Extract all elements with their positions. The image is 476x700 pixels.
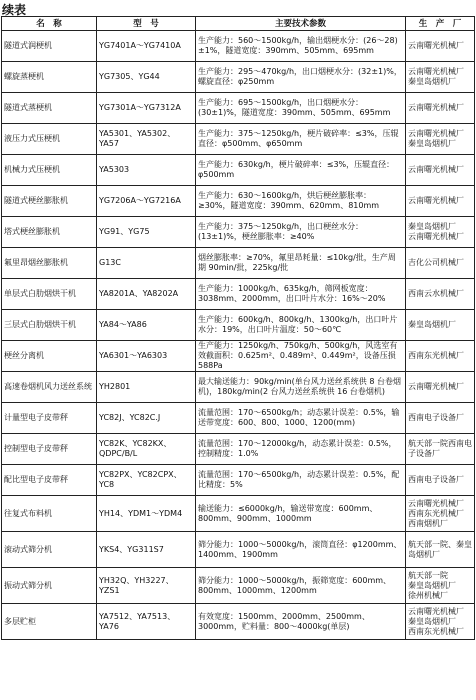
cell-params: 生产能力：375～1250kg/h，梗片破碎率：≤3%，压辊直径：φ500mm、φ650mm xyxy=(196,124,406,155)
table-row xyxy=(2,496,475,532)
cell-model: YC82PX、YC82CPX、YC8 xyxy=(97,465,196,496)
cell-name: 液压力式压梗机 xyxy=(2,124,97,155)
cell-params: 生产能力：1000kg/h、635kg/h，筛网板宽度：3038mm、2000mm，出口叶片水分：16%～20% xyxy=(196,279,406,310)
cell-params: 生产能力：1250kg/h、750kg/h、500kg/h，风选室有效截面积：0.625m²、0.489m²、0.449m²，设备压损 588Pa xyxy=(196,341,406,372)
cell-maker: 云南曙光机械厂 秦皇岛烟机厂 xyxy=(406,124,475,155)
table-row xyxy=(2,434,475,465)
cell-model: G13C xyxy=(97,248,196,279)
cell-maker: 西南云水机械厂 xyxy=(406,279,475,310)
table-row xyxy=(2,124,475,155)
cell-params: 生产能力：630～1600kg/h，烘后梗丝膨胀率：≥30%，隧道宽度：390mm、620mm、810mm xyxy=(196,186,406,217)
cell-model: YA5303 xyxy=(97,155,196,186)
cell-params: 烟丝膨胀率：≥70%，氟里昂耗量：≤10kg/批，生产周期 90min/批，225kg/批 xyxy=(196,248,406,279)
table-row xyxy=(2,217,475,248)
cell-params: 输送能力：≤6000kg/h，输送带宽度：600mm、800mm、900mm、1000mm xyxy=(196,496,406,532)
cell-params: 生产能力：630kg/h，梗片破碎率：≤3%，压辊直径：φ500mm xyxy=(196,155,406,186)
cell-maker: 云南曙光机械厂 西南东光机械厂 西南烟机厂 xyxy=(406,496,475,532)
table-body xyxy=(2,31,475,640)
cell-model: YH14、YDM1～YDM4 xyxy=(97,496,196,532)
cell-maker: 秦皇岛烟机厂 云南曙光机械厂 xyxy=(406,217,475,248)
table-row xyxy=(2,341,475,372)
cell-maker: 秦皇岛烟机厂 xyxy=(406,310,475,341)
header-model: 型 号 xyxy=(97,17,196,31)
cell-model: YH2801 xyxy=(97,372,196,403)
cell-params: 最大输送能力：90kg/min(单台风力送丝系统供 8 台卷烟机)，180kg/min(2 台风力送丝系统供 16 台卷烟机) xyxy=(196,372,406,403)
cell-maker: 航天部一院西南电子设备厂 xyxy=(406,434,475,465)
cell-maker: 西南电子设备厂 xyxy=(406,465,475,496)
cell-model: YA84～YA86 xyxy=(97,310,196,341)
cell-name: 多层贮柜 xyxy=(2,604,97,640)
cell-model: YG7301A～YG7312A xyxy=(97,93,196,124)
cell-model: YC82J、YC82C.J xyxy=(97,403,196,434)
table-row xyxy=(2,155,475,186)
cell-model: YKS4、YG311S7 xyxy=(97,532,196,568)
cell-model: YG7206A～YG7216A xyxy=(97,186,196,217)
cell-model: YG7401A～YG7410A xyxy=(97,31,196,62)
table-row xyxy=(2,372,475,403)
table-row xyxy=(2,568,475,604)
cell-maker: 云南曙光机械厂 xyxy=(406,186,475,217)
cell-name: 塔式梗丝膨胀机 xyxy=(2,217,97,248)
cell-name: 螺旋蒸梗机 xyxy=(2,62,97,93)
cell-params: 流量范围：170～6500kg/h；动态累计误差：0.5%，输送带宽度：600、800、1000、1200(mm) xyxy=(196,403,406,434)
cell-params: 生产能力：295～470kg/h，出口烟梗水分：(32±1)%，螺旋直径：φ250mm xyxy=(196,62,406,93)
cell-model: YG91、YG75 xyxy=(97,217,196,248)
table-row xyxy=(2,465,475,496)
equipment-table xyxy=(1,16,475,640)
table-header-row xyxy=(2,17,475,31)
cell-name: 单层式白肋烟烘干机 xyxy=(2,279,97,310)
cell-name: 隧道式梗丝膨胀机 xyxy=(2,186,97,217)
cell-maker: 云南曙光机械厂 xyxy=(406,372,475,403)
table-row xyxy=(2,532,475,568)
cell-maker: 西南电子设备厂 xyxy=(406,403,475,434)
cell-name: 机械力式压梗机 xyxy=(2,155,97,186)
cell-maker: 云南曙光机械厂 xyxy=(406,93,475,124)
table-row xyxy=(2,279,475,310)
cell-maker: 云南曙光机械厂 秦皇岛烟机厂 xyxy=(406,62,475,93)
header-maker: 生 产 厂 xyxy=(406,17,475,31)
table-row xyxy=(2,62,475,93)
cell-params: 有效宽度：1500mm、2000mm、2500mm、3000mm，贮料量：800～4000kg(单层) xyxy=(196,604,406,640)
cell-maker: 云南曙光机械厂 xyxy=(406,31,475,62)
header-name: 名 称 xyxy=(2,17,97,31)
cell-params: 筛分能力：1000～5000kg/h，滚筒直径：φ1200mm、1400mm、1900mm xyxy=(196,532,406,568)
table-row xyxy=(2,604,475,640)
header-params: 主要技术参数 xyxy=(196,17,406,31)
cell-params: 生产能力：375～1250kg/h，出口梗丝水分：(13±1)%，梗丝膨胀率：≥40% xyxy=(196,217,406,248)
cell-maker: 航天部一院 秦皇岛烟机厂 徐州机械厂 xyxy=(406,568,475,604)
cell-name: 梗丝分离机 xyxy=(2,341,97,372)
cell-params: 流量范围：170～6500kg/h，动态累计误差：0.5%，配比精度：5% xyxy=(196,465,406,496)
cell-model: YG7305、YG44 xyxy=(97,62,196,93)
table-row xyxy=(2,31,475,62)
table-row xyxy=(2,403,475,434)
cell-name: 控制型电子皮带秤 xyxy=(2,434,97,465)
table-row xyxy=(2,248,475,279)
cell-name: 隧道式润梗机 xyxy=(2,31,97,62)
table-row xyxy=(2,186,475,217)
table-row xyxy=(2,310,475,341)
cell-params: 生产能力：600kg/h、800kg/h、1300kg/h，出口叶片水分：19%，出口叶片温度：50～60℃ xyxy=(196,310,406,341)
cell-maker: 云南曙光机械厂 秦皇岛烟机厂 西南东光机械厂 xyxy=(406,604,475,640)
cell-name: 氟里昂烟丝膨胀机 xyxy=(2,248,97,279)
cell-maker: 云南曙光机械厂 xyxy=(406,155,475,186)
cell-model: YC82K、YC82KX、QDPC/B/L xyxy=(97,434,196,465)
cell-model: YA6301～YA6303 xyxy=(97,341,196,372)
cell-maker: 西南东光机械厂 xyxy=(406,341,475,372)
cell-name: 计量型电子皮带秤 xyxy=(2,403,97,434)
cell-params: 流量范围：170～12000kg/h，动态累计误差：0.5%，控制精度：1.0% xyxy=(196,434,406,465)
cell-model: YA5301、YA5302、YA57 xyxy=(97,124,196,155)
cell-model: YA8201A、YA8202A xyxy=(97,279,196,310)
table-row xyxy=(2,93,475,124)
cell-maker: 航天部一院、秦皇岛烟机厂 xyxy=(406,532,475,568)
cell-model: YH32Q、YH3227、YZS1 xyxy=(97,568,196,604)
cell-name: 往复式布料机 xyxy=(2,496,97,532)
cell-params: 生产能力：695～1500kg/h，出口烟梗水分：(30±1)%，隧道宽度：390mm、505mm、695mm xyxy=(196,93,406,124)
cell-params: 筛分能力：1000～5000kg/h，振筛宽度：600mm、800mm、1000mm、1200mm xyxy=(196,568,406,604)
cell-model: YA7512、YA7513、YA76 xyxy=(97,604,196,640)
cell-name: 配比型电子皮带秤 xyxy=(2,465,97,496)
table-caption: 续表 xyxy=(2,3,27,17)
cell-name: 隧道式蒸梗机 xyxy=(2,93,97,124)
cell-params: 生产能力：560～1500kg/h，输出烟梗水分：(26～28)±1%，隧道宽度：390mm、505mm、695mm xyxy=(196,31,406,62)
cell-name: 高速卷烟机风力送丝系统 xyxy=(2,372,97,403)
cell-maker: 吉化公司机械厂 xyxy=(406,248,475,279)
cell-name: 振动式筛分机 xyxy=(2,568,97,604)
cell-name: 三层式白肋烟烘干机 xyxy=(2,310,97,341)
cell-name: 滚动式筛分机 xyxy=(2,532,97,568)
